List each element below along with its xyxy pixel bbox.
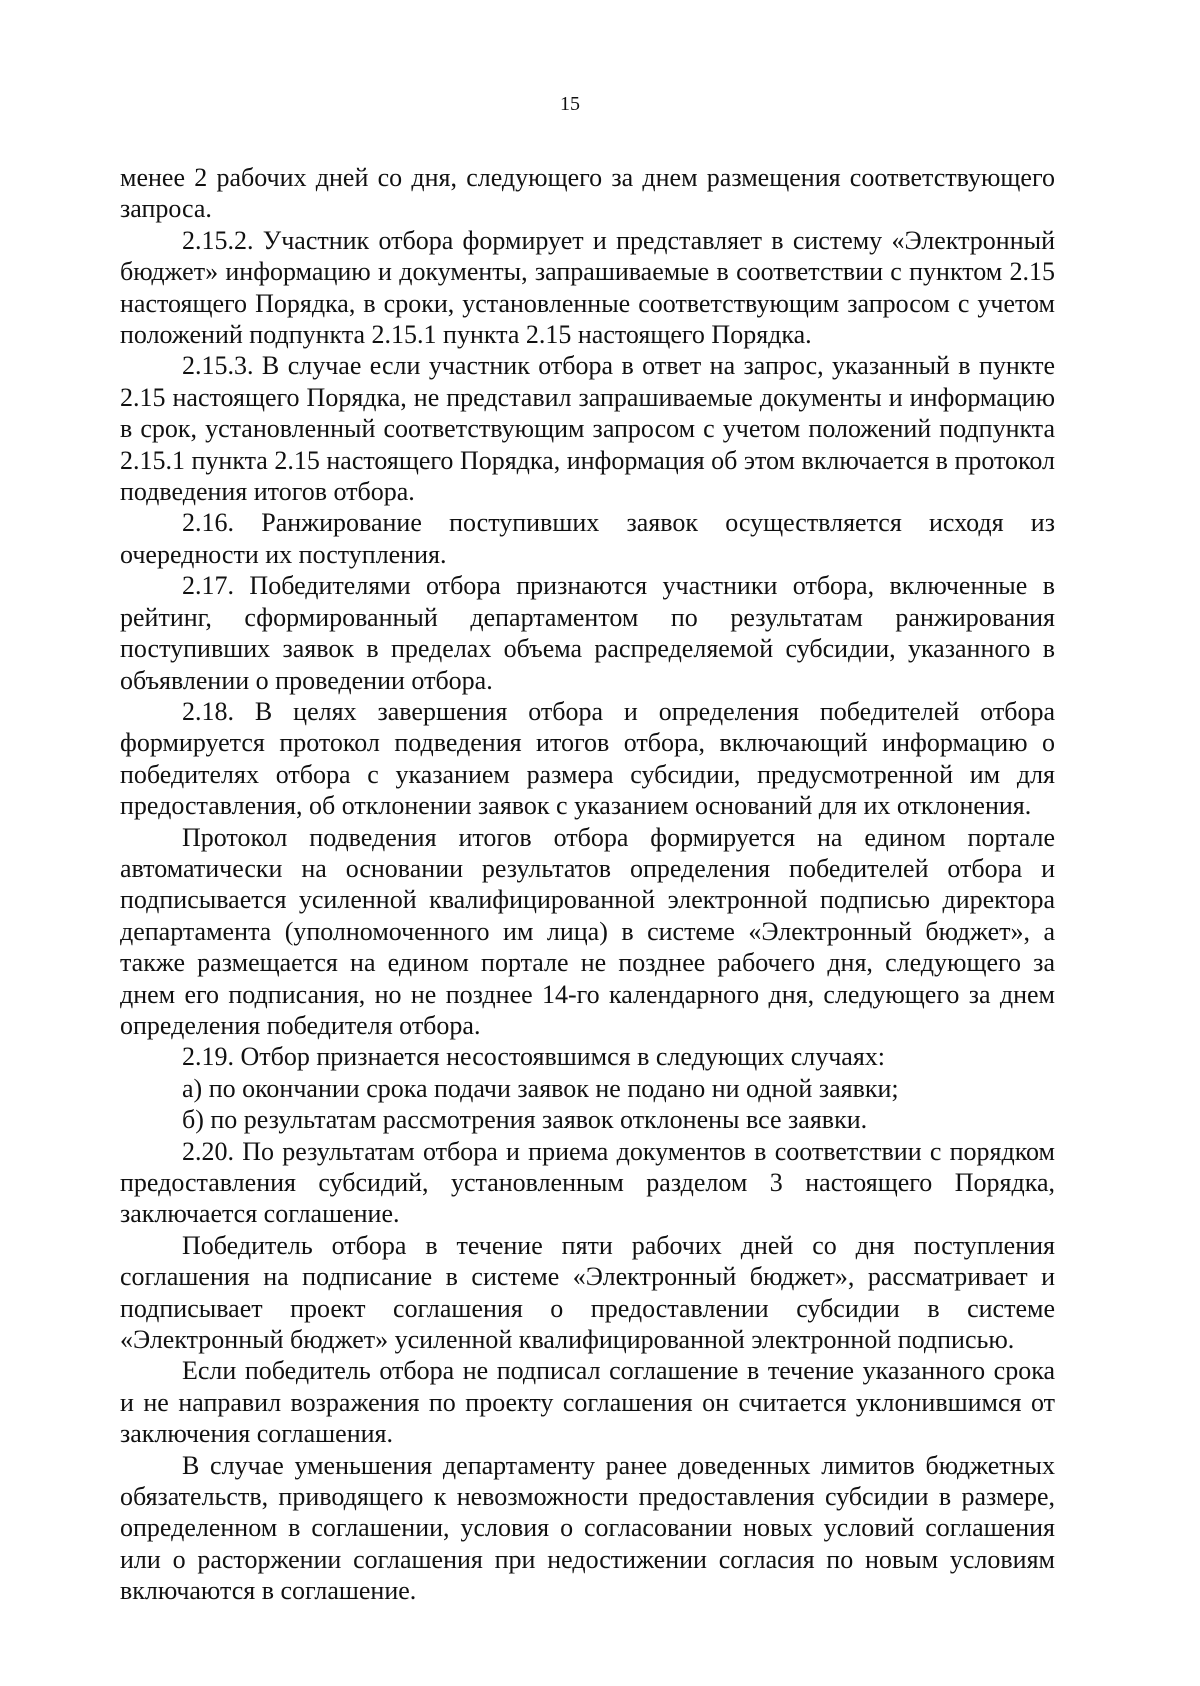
paragraph: 2.15.2. Участник отбора формирует и представляет в систему «Электронный бюджет» информацию и документы, запрашиваемые в соответствии с пунктом 2.15 настоящего Порядка, в сроки, установленные соответствующим запросом с учетом положений подпункта 2.15.1 пункта 2.15 настоящего Порядка. xyxy=(120,225,1055,350)
page-number: 15 xyxy=(560,93,580,115)
paragraph: Протокол подведения итогов отбора формируется на едином портале автоматически на основании результатов определения победителей отбора и подписывается усиленной квалифицированной электронной подписью директора департамента (уполномоченного им лица) в системе «Электронный бюджет», а также размещается на едином портале не позднее рабочего дня, следующего за днем его подписания, но не позднее 14-го календарного дня, следующего за днем определения победителя отбора. xyxy=(120,822,1055,1040)
paragraph: 2.20. По результатам отбора и приема документов в соответствии с порядком предоставления субсидий, установленным разделом 3 настоящего Порядка, заключается соглашение. xyxy=(120,1136,1055,1229)
paragraph: 2.18. В целях завершения отбора и определения победителей отбора формируется протокол подведения итогов отбора, включающий информацию о победителях отбора с указанием размера субсидии, предусмотренной им для предоставления, об отклонении заявок с указанием оснований для их отклонения. xyxy=(120,696,1055,821)
paragraph: а) по окончании срока подачи заявок не подано ни одной заявки; xyxy=(182,1073,899,1103)
paragraph: 2.19. Отбор признается несостоявшимся в следующих случаях: xyxy=(182,1042,886,1072)
paragraph: менее 2 рабочих дней со дня, следующего за днем размещения соответствующего запроса. xyxy=(120,163,1055,224)
paragraph: 2.16. Ранжирование поступивших заявок осуществляется исходя из очередности их поступления. xyxy=(120,508,1055,569)
document-body xyxy=(120,162,1055,1607)
paragraph: Победитель отбора в течение пяти рабочих дней со дня поступления соглашения на подписание в системе «Электронный бюджет», рассматривает и подписывает проект соглашения о предоставлении субсидии в системе «Электронный бюджет» усиленной квалифицированной электронной подписью. xyxy=(120,1230,1055,1355)
paragraph: 2.17. Победителями отбора признаются участники отбора, включенные в рейтинг, сформированный департаментом по результатам ранжирования поступивших заявок в пределах объема распределяемой субсидии, указанного в объявлении о проведении отбора. xyxy=(120,571,1055,695)
paragraph: Если победитель отбора не подписал соглашение в течение указанного срока и не направил возражения по проекту соглашения он считается уклонившимся от заключения соглашения. xyxy=(120,1356,1055,1449)
paragraph: В случае уменьшения департаменту ранее доведенных лимитов бюджетных обязательств, приводящего к невозможности предоставления субсидии в размере, определенном в соглашении, условия о согласовании новых условий соглашения или о расторжении соглашения при недостижении согласия по новым условиям включаются в соглашение. xyxy=(120,1450,1055,1606)
paragraph: 2.15.3. В случае если участник отбора в ответ на запрос, указанный в пункте 2.15 настоящего Порядка, не представил запрашиваемые документы и информацию в срок, установленный соответствующим запросом с учетом положений подпункта 2.15.1 пункта 2.15 настоящего Порядка, информация об этом включается в протокол подведения итогов отбора. xyxy=(120,351,1055,507)
paragraph: б) по результатам рассмотрения заявок отклонены все заявки. xyxy=(182,1105,868,1135)
